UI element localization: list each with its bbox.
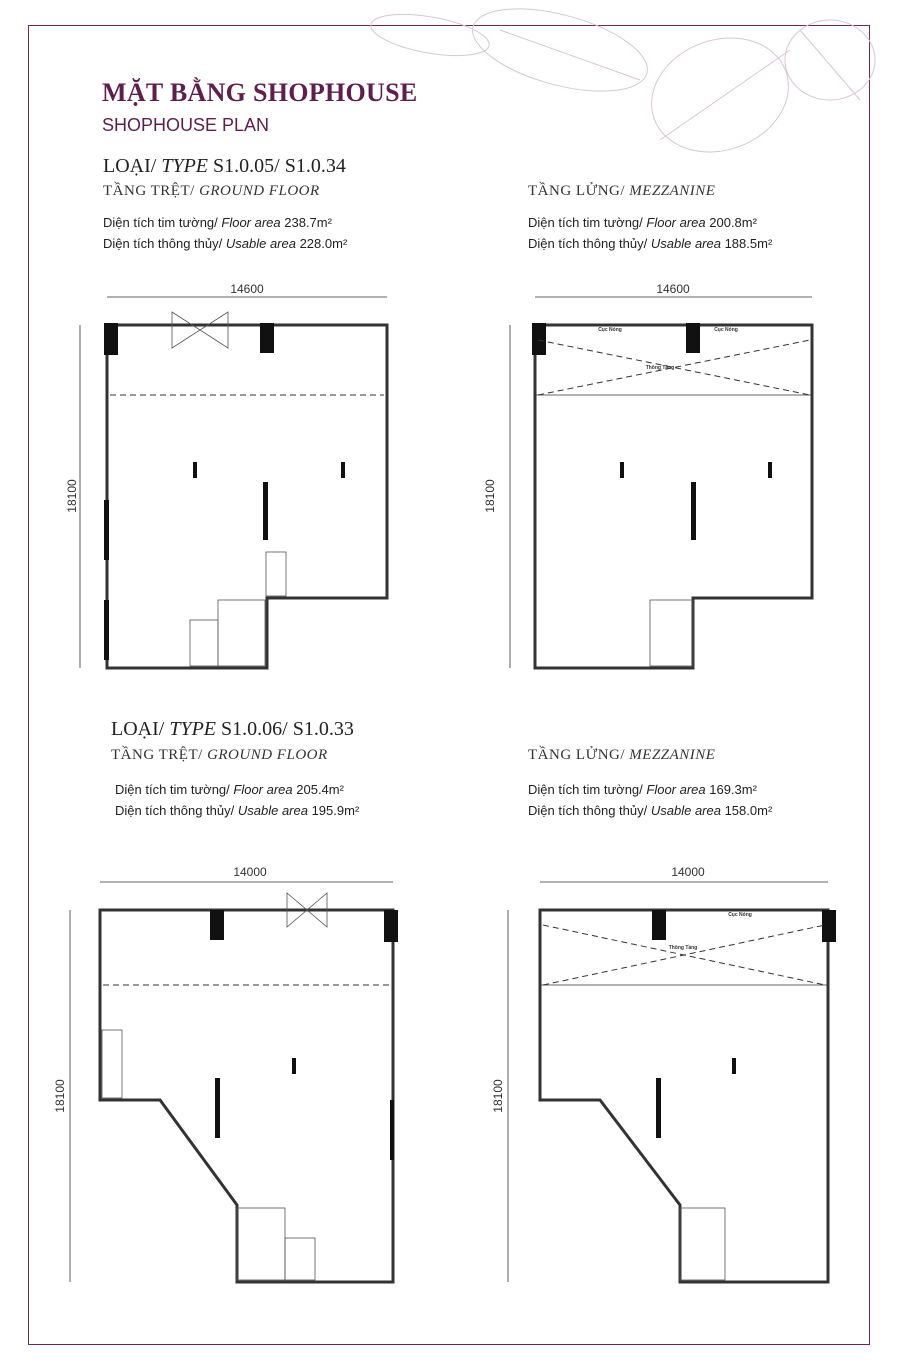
usable-area (528, 803, 772, 818)
leaf-decoration (368, 0, 875, 171)
page-subtitle: SHOPHOUSE PLAN (102, 115, 270, 135)
type-italic: TYPE (169, 718, 217, 740)
area-label: Diện tích thông thủy/ (528, 803, 651, 818)
usable-area (528, 236, 772, 251)
area-value: 200.8m² (705, 215, 757, 230)
area-label-en: Usable area (650, 803, 721, 818)
area-label-en: Usable area (225, 236, 296, 251)
plan-label: Thông Tầng (668, 945, 698, 951)
floor-label-vn: TẦNG LỬNG/ (528, 183, 630, 199)
area-label-en: Floor area (646, 215, 706, 230)
plan-outline-type2-ground (100, 910, 393, 1282)
floor-area (103, 215, 332, 230)
plan-label: Cục Nóng (598, 327, 622, 333)
floor-label (111, 747, 328, 764)
area-label: Diện tích thông thủy/ (528, 236, 651, 251)
area-value: 238.7m² (280, 215, 332, 230)
area-value: 195.9m² (307, 803, 360, 818)
floor-label-vn: TẦNG TRỆT/ (111, 747, 208, 763)
type-heading (111, 718, 354, 741)
dim-width: 14600 (230, 282, 264, 296)
type-prefix: LOẠI/ (103, 155, 162, 177)
floor-label-en: GROUND FLOOR (207, 747, 328, 763)
area-value: 169.3m² (705, 782, 757, 797)
floor-label-en: MEZZANINE (629, 747, 716, 763)
area-label: Diện tích tim tường/ (528, 782, 647, 797)
dim-depth: 18100 (491, 1079, 505, 1113)
floor-label-vn: TẦNG TRỆT/ (103, 183, 200, 199)
floor-area (115, 782, 344, 797)
area-label-en: Usable area (650, 236, 721, 251)
dim-depth: 18100 (53, 1079, 67, 1113)
floor-area (528, 215, 757, 230)
area-label: Diện tích tim tường/ (115, 782, 234, 797)
area-label: Diện tích tim tường/ (103, 215, 222, 230)
dim-depth: 18100 (483, 479, 497, 513)
dim-width: 14000 (233, 865, 267, 879)
floor-label-en: MEZZANINE (629, 183, 716, 199)
area-label-en: Floor area (221, 215, 281, 230)
type-codes: S1.0.06/ S1.0.33 (216, 718, 354, 740)
type-codes: S1.0.05/ S1.0.34 (208, 155, 346, 177)
type-italic: TYPE (161, 155, 209, 177)
plan-outline-type1-ground (107, 325, 387, 668)
floor-label (528, 747, 715, 764)
usable-area (115, 803, 359, 818)
type-heading (103, 155, 346, 178)
area-value: 205.4m² (292, 782, 344, 797)
type-prefix: LOẠI/ (111, 718, 170, 740)
dim-width: 14000 (671, 865, 705, 879)
area-label: Diện tích thông thủy/ (103, 236, 226, 251)
area-label-en: Floor area (646, 782, 706, 797)
floor-area (528, 782, 757, 797)
area-label: Diện tích tim tường/ (528, 215, 647, 230)
floor-label-vn: TẦNG LỬNG/ (528, 747, 630, 763)
plan-label: Thông Tầng (645, 365, 675, 371)
area-label-en: Usable area (237, 803, 308, 818)
plan-outline-type2-mezz (540, 910, 828, 1282)
area-value: 188.5m² (720, 236, 773, 251)
plan-outline-type1-mezz (535, 325, 812, 668)
usable-area (103, 236, 347, 251)
area-label-en: Floor area (233, 782, 293, 797)
floor-label-en: GROUND FLOOR (199, 183, 320, 199)
floor-label (103, 183, 320, 200)
plan-label: Cục Nóng (714, 327, 738, 333)
plan-label: Cục Nóng (728, 912, 752, 918)
dim-depth: 18100 (65, 479, 79, 513)
area-label: Diện tích thông thủy/ (115, 803, 238, 818)
floor-label (528, 183, 715, 200)
area-value: 158.0m² (720, 803, 773, 818)
area-value: 228.0m² (295, 236, 348, 251)
dim-width: 14600 (656, 282, 690, 296)
page-title: MẶT BẰNG SHOPHOUSE (102, 78, 418, 107)
